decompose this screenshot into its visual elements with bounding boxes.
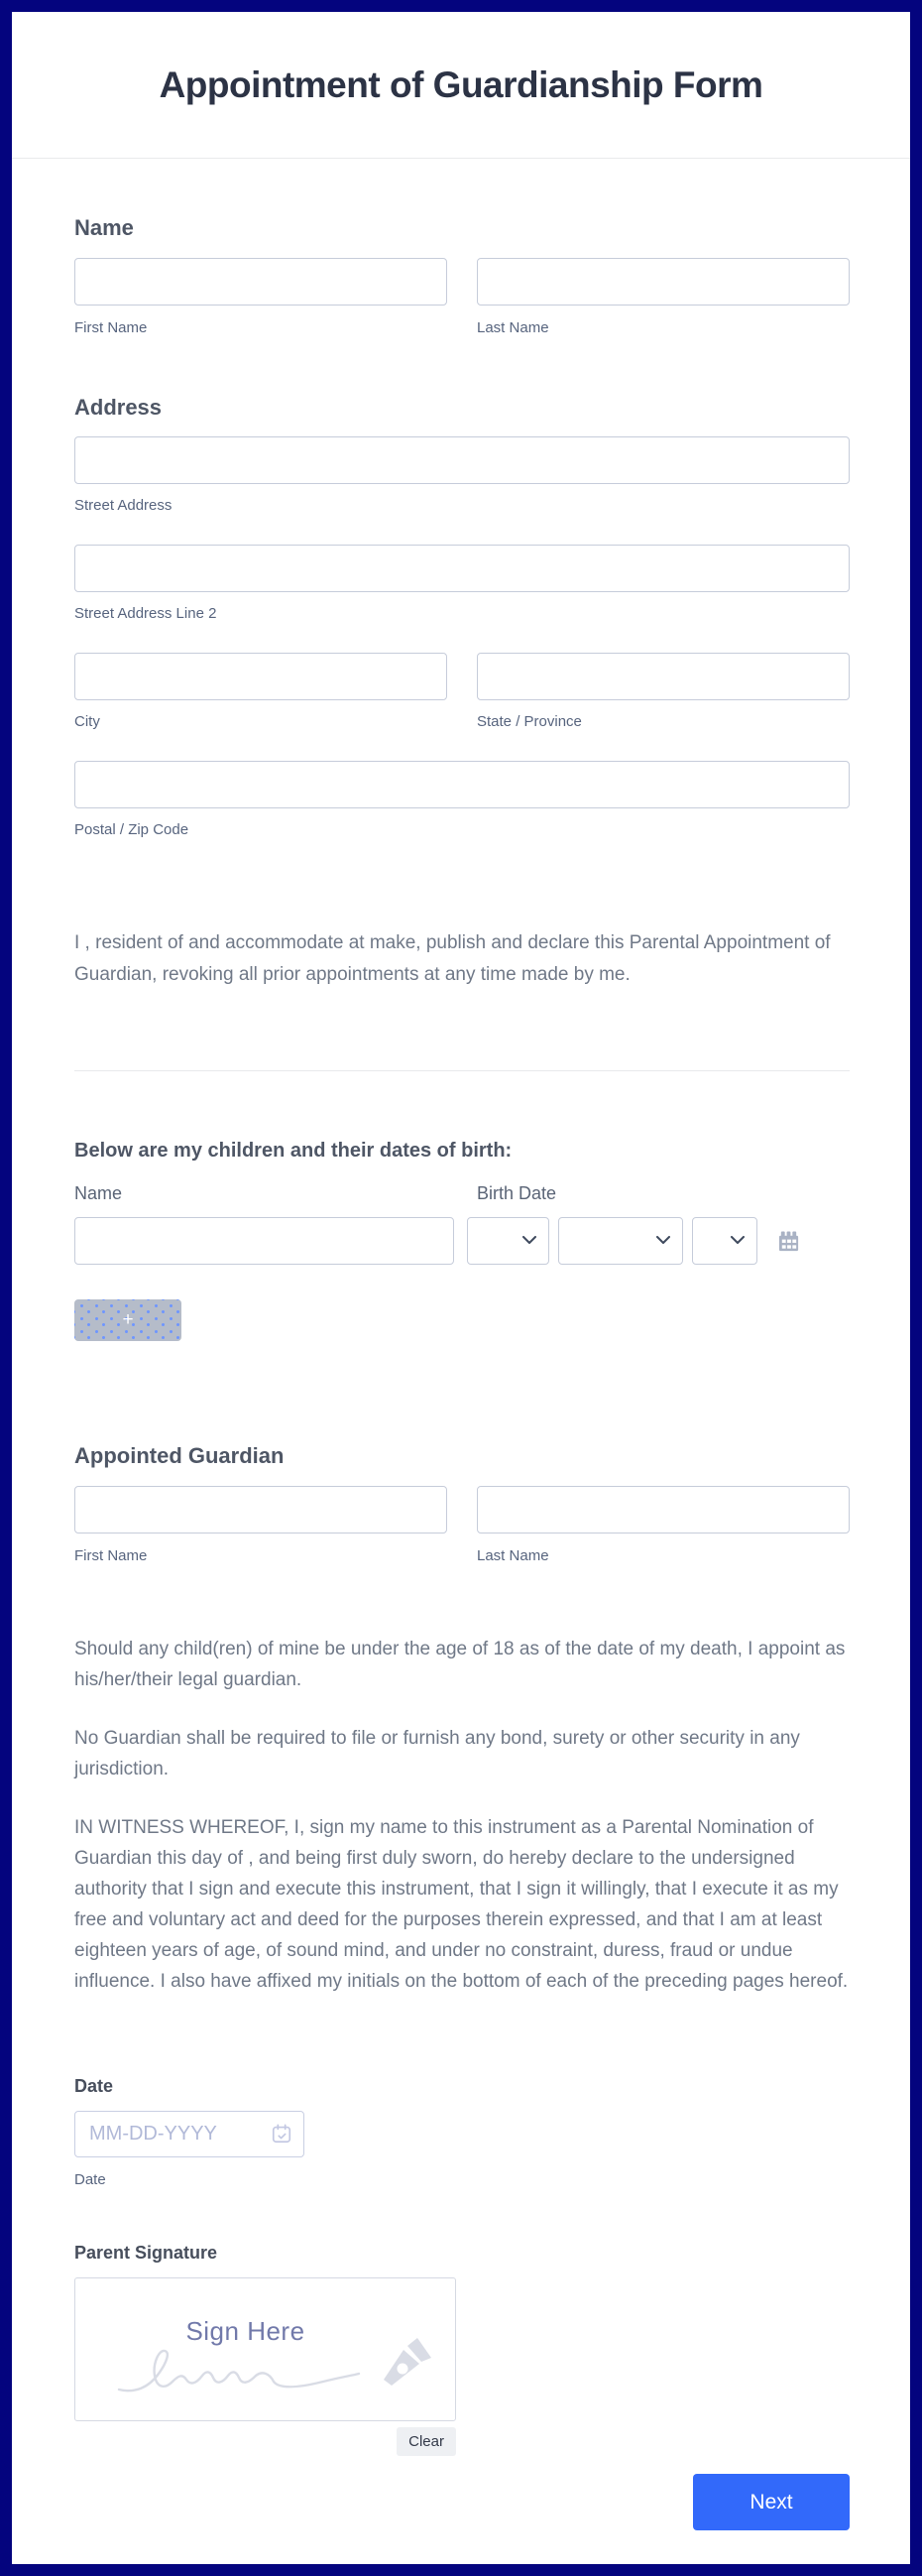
signature-section-label: Parent Signature — [74, 2243, 218, 2263]
form-content — [74, 215, 850, 2456]
chevron-down-icon — [656, 1232, 670, 1250]
chevron-down-icon — [522, 1232, 536, 1250]
chevron-down-icon — [731, 1232, 745, 1250]
guardian-last-name-sublabel: Last Name — [477, 1547, 549, 1564]
witness-paragraph-2: No Guardian shall be required to file or furnish any bond, surety or other security in any jurisdiction. — [74, 1728, 800, 1779]
birth-day-select[interactable] — [467, 1217, 549, 1265]
sign-here-text: Sign Here — [185, 2316, 305, 2346]
city-group — [74, 653, 447, 730]
section-divider — [74, 1070, 850, 1071]
guardian-section-label: Appointed Guardian — [74, 1443, 285, 1468]
child-name-column-label: Name — [74, 1183, 123, 1203]
children-column-labels — [74, 1183, 850, 1204]
state-input[interactable] — [477, 653, 850, 700]
add-child-row-button[interactable] — [74, 1299, 181, 1341]
witness-paragraph-3: IN WITNESS WHEREOF, I, sign my name to this instrument as a Parental Nomination of Guardian this day of , and being first duly sworn, do hereby declare to the undersigned authority that I sign and execute this instrument, that I sign it willingly, that I execute it as my free and voluntary act and deed for the purposes therein expressed, and that I am at least eighteen years of age, of sound mind, and under no constraint, duress, fraud or undue influence. I also have affixed my initials on the bottom of each of the preceding pages hereof. — [74, 1817, 849, 1992]
address-section-label: Address — [74, 395, 163, 420]
pen-nib-icon — [378, 2336, 433, 2392]
street-address-line2-sublabel: Street Address Line 2 — [74, 605, 217, 622]
guardian-section — [74, 1443, 850, 1564]
first-name-sublabel: First Name — [74, 319, 148, 336]
name-section — [74, 215, 850, 336]
calendar-grid-icon[interactable] — [777, 1230, 800, 1253]
state-sublabel: State / Province — [477, 713, 582, 730]
form-header — [12, 12, 910, 159]
form-body — [12, 159, 910, 2456]
street-address-line2-input[interactable] — [74, 545, 850, 592]
guardian-last-name-group — [477, 1486, 850, 1564]
witness-paragraph-1: Should any child(ren) of mine be under the age of 18 as of the date of my death, I appoint as his/her/their legal guardian. — [74, 1639, 846, 1690]
birth-month-select[interactable] — [558, 1217, 683, 1265]
address-section — [74, 395, 850, 838]
plus-icon: + — [122, 1309, 134, 1330]
birthdate-group — [467, 1217, 800, 1265]
first-name-input[interactable] — [74, 258, 447, 306]
next-button[interactable]: Next — [693, 2474, 850, 2530]
signature-actions — [74, 2427, 456, 2456]
guardian-first-name-sublabel: First Name — [74, 1547, 148, 1564]
children-heading: Below are my children and their dates of birth: — [74, 1140, 513, 1162]
first-name-group — [74, 258, 447, 336]
children-section — [74, 1140, 850, 1341]
signature-squiggle — [115, 2338, 363, 2402]
last-name-sublabel: Last Name — [477, 319, 549, 336]
last-name-input[interactable] — [477, 258, 850, 306]
street-address-sublabel: Street Address — [74, 497, 173, 514]
state-group — [477, 653, 850, 730]
name-section-label: Name — [74, 215, 134, 240]
date-section-label: Date — [74, 2076, 114, 2096]
declaration-paragraph: I , resident of and accommodate at make, publish and declare this Parental Appointment of Guardian, revoking all prior appointments at any time made by me. — [74, 932, 831, 985]
birth-year-select[interactable] — [692, 1217, 757, 1265]
witness-section — [74, 1634, 850, 1997]
last-name-group — [477, 258, 850, 336]
date-section — [74, 2076, 850, 2188]
birthdate-column-label: Birth Date — [477, 1183, 557, 1203]
clear-signature-button[interactable]: Clear — [397, 2427, 456, 2456]
date-input[interactable] — [74, 2111, 304, 2157]
signature-section — [74, 2243, 850, 2456]
child-name-input[interactable] — [74, 1217, 454, 1265]
guardian-first-name-group — [74, 1486, 447, 1564]
date-sublabel: Date — [74, 2171, 106, 2188]
postal-code-sublabel: Postal / Zip Code — [74, 821, 189, 838]
form-footer — [12, 2474, 910, 2564]
city-sublabel: City — [74, 713, 100, 730]
guardian-last-name-input[interactable] — [477, 1486, 850, 1533]
street-address-input[interactable] — [74, 436, 850, 484]
signature-pad[interactable] — [74, 2277, 456, 2421]
postal-code-input[interactable] — [74, 761, 850, 808]
child-row — [74, 1217, 850, 1265]
page-title: Appointment of Guardianship Form — [159, 63, 763, 105]
guardian-first-name-input[interactable] — [74, 1486, 447, 1533]
city-input[interactable] — [74, 653, 447, 700]
date-field — [74, 2111, 304, 2157]
